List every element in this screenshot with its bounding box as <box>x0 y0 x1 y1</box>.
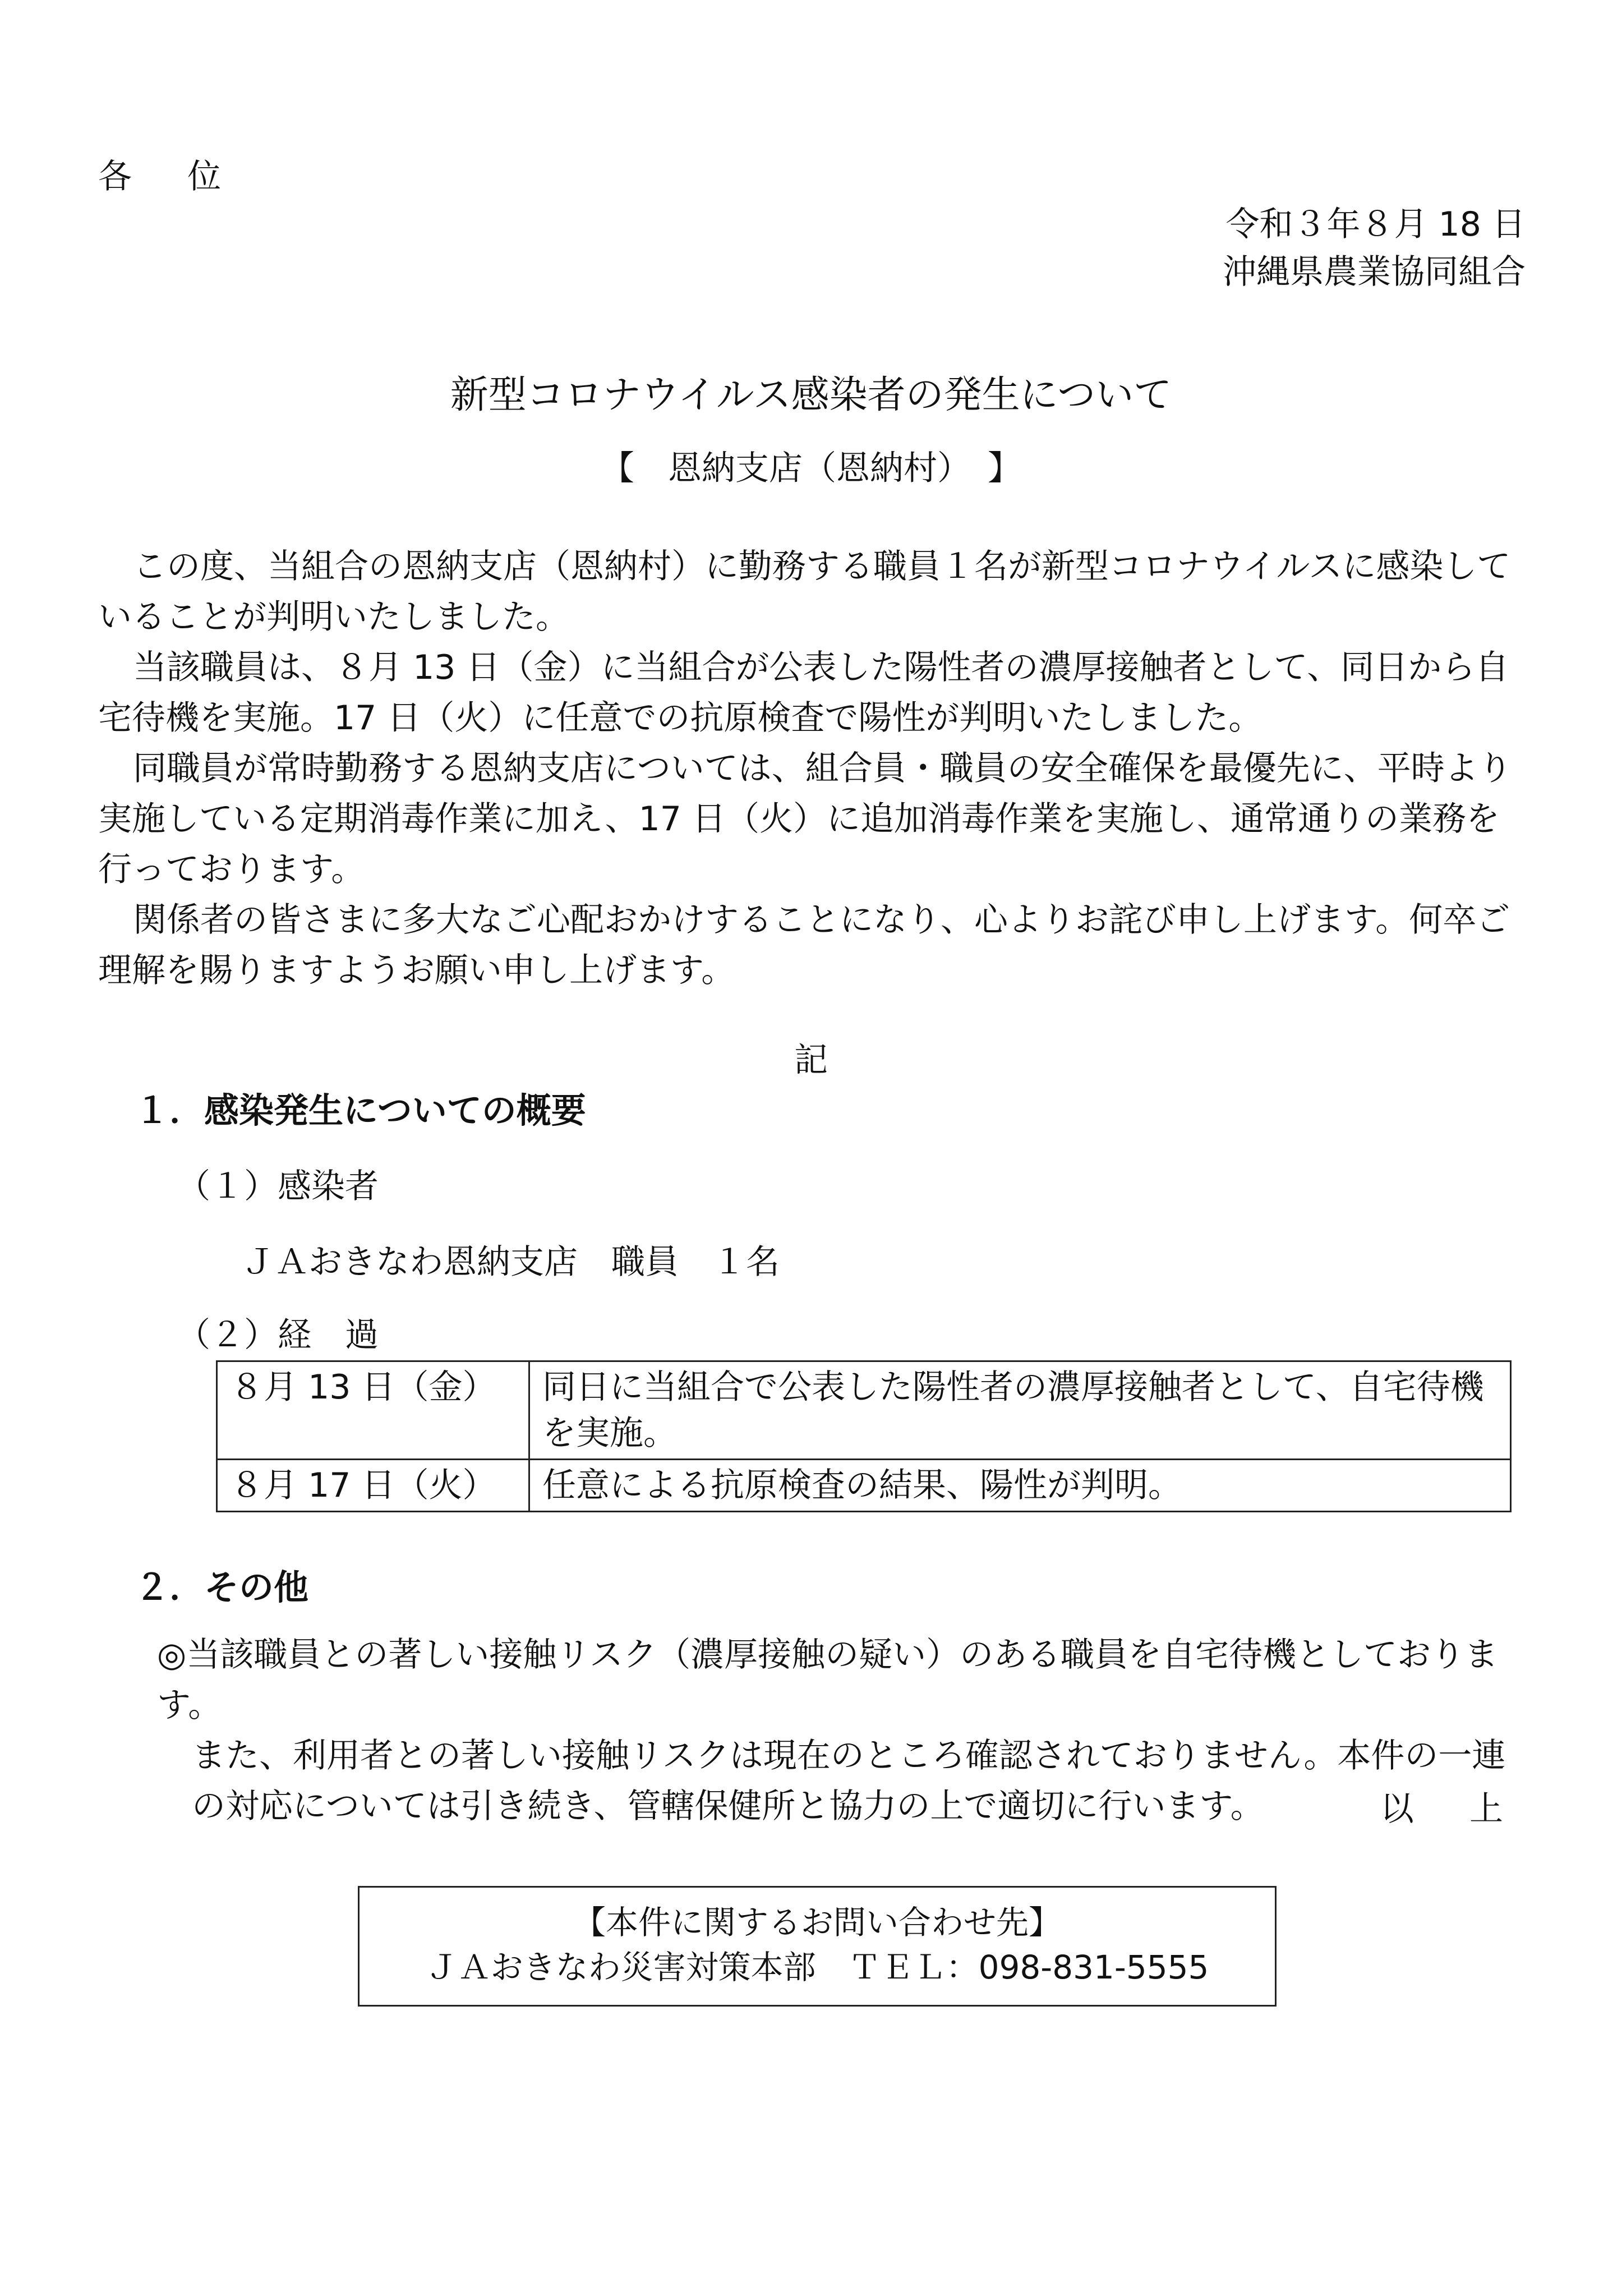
closing-mark: 以 上 <box>1380 1789 1526 1829</box>
document-title: 新型コロナウイルス感染者の発生について <box>450 373 1172 417</box>
timeline-table <box>216 1360 1512 1512</box>
timeline-heading: （２）経 過 <box>177 1315 379 1355</box>
timeline-date: ８月 17 日（火） <box>217 1460 529 1512</box>
organization-name: 沖縄県農業協同組合 <box>1223 252 1526 292</box>
timeline-event: 任意による抗原検査の結果、陽性が判明。 <box>529 1460 1511 1512</box>
contact-heading: 【本件に関するお問い合わせ先】 <box>573 1903 1061 1941</box>
infected-heading: （１）感染者 <box>177 1167 379 1206</box>
document-subtitle: 【 恩納支店（恩納村） 】 <box>601 449 1021 488</box>
timeline-date: ８月 13 日（金） <box>217 1361 529 1460</box>
table-row <box>217 1460 1511 1512</box>
body-paragraph: この度、当組合の恩納支店（恩納村）に勤務する職員１名が新型コロナウイルスに感染していることが判明いたしました。 <box>98 547 1511 637</box>
timeline-event: 同日に当組合で公表した陽性者の濃厚接触者として、自宅待機を実施。 <box>529 1361 1511 1460</box>
other-note-rest: また、利用者との著しい接触リスクは現在のところ確認されておりません。本件の一連の対応については引き続き、管轄保健所と協力の上で適切に行います。 <box>192 1736 1506 1826</box>
addressee: 各 位 <box>98 157 244 196</box>
contact-box <box>358 1886 1277 2007</box>
other-note-first: ◎当該職員との著しい接触リスク（濃厚接触の疑い）のある職員を自宅待機としております。 <box>157 1635 1499 1725</box>
issue-date: 令和３年８月 18 日 <box>1225 205 1526 244</box>
table-row <box>217 1361 1511 1460</box>
contact-line: ＪＡおきなわ災害対策本部 ＴＥＬ：098-831-5555 <box>425 1948 1209 1986</box>
other-note <box>157 1630 1526 1832</box>
ki-marker: 記 <box>794 1041 828 1080</box>
body-paragraph: 関係者の皆さまに多大なご心配おかけすることになり、心よりお詫び申し上げます。何卒ご理解を賜りますようお願い申し上げます。 <box>98 900 1510 990</box>
body-paragraph: 当該職員は、８月 13 日（金）に当組合が公表した陽性者の濃厚接触者として、同日から自宅待機を実施。17 日（火）に任意での抗原検査で陽性が判明いたしました。 <box>98 648 1509 738</box>
infected-detail: ＪＡおきなわ恩納支店 職員 １名 <box>241 1243 780 1282</box>
section2-heading: ２．その他 <box>135 1567 309 1608</box>
section1-heading: １．感染発生についての概要 <box>135 1090 586 1131</box>
body-text <box>98 541 1526 996</box>
body-paragraph: 同職員が常時勤務する恩納支店については、組合員・職員の安全確保を最優先に、平時より実施している定期消毒作業に加え、17 日（火）に追加消毒作業を実施し、通常通りの業務を行っております。 <box>98 749 1512 889</box>
